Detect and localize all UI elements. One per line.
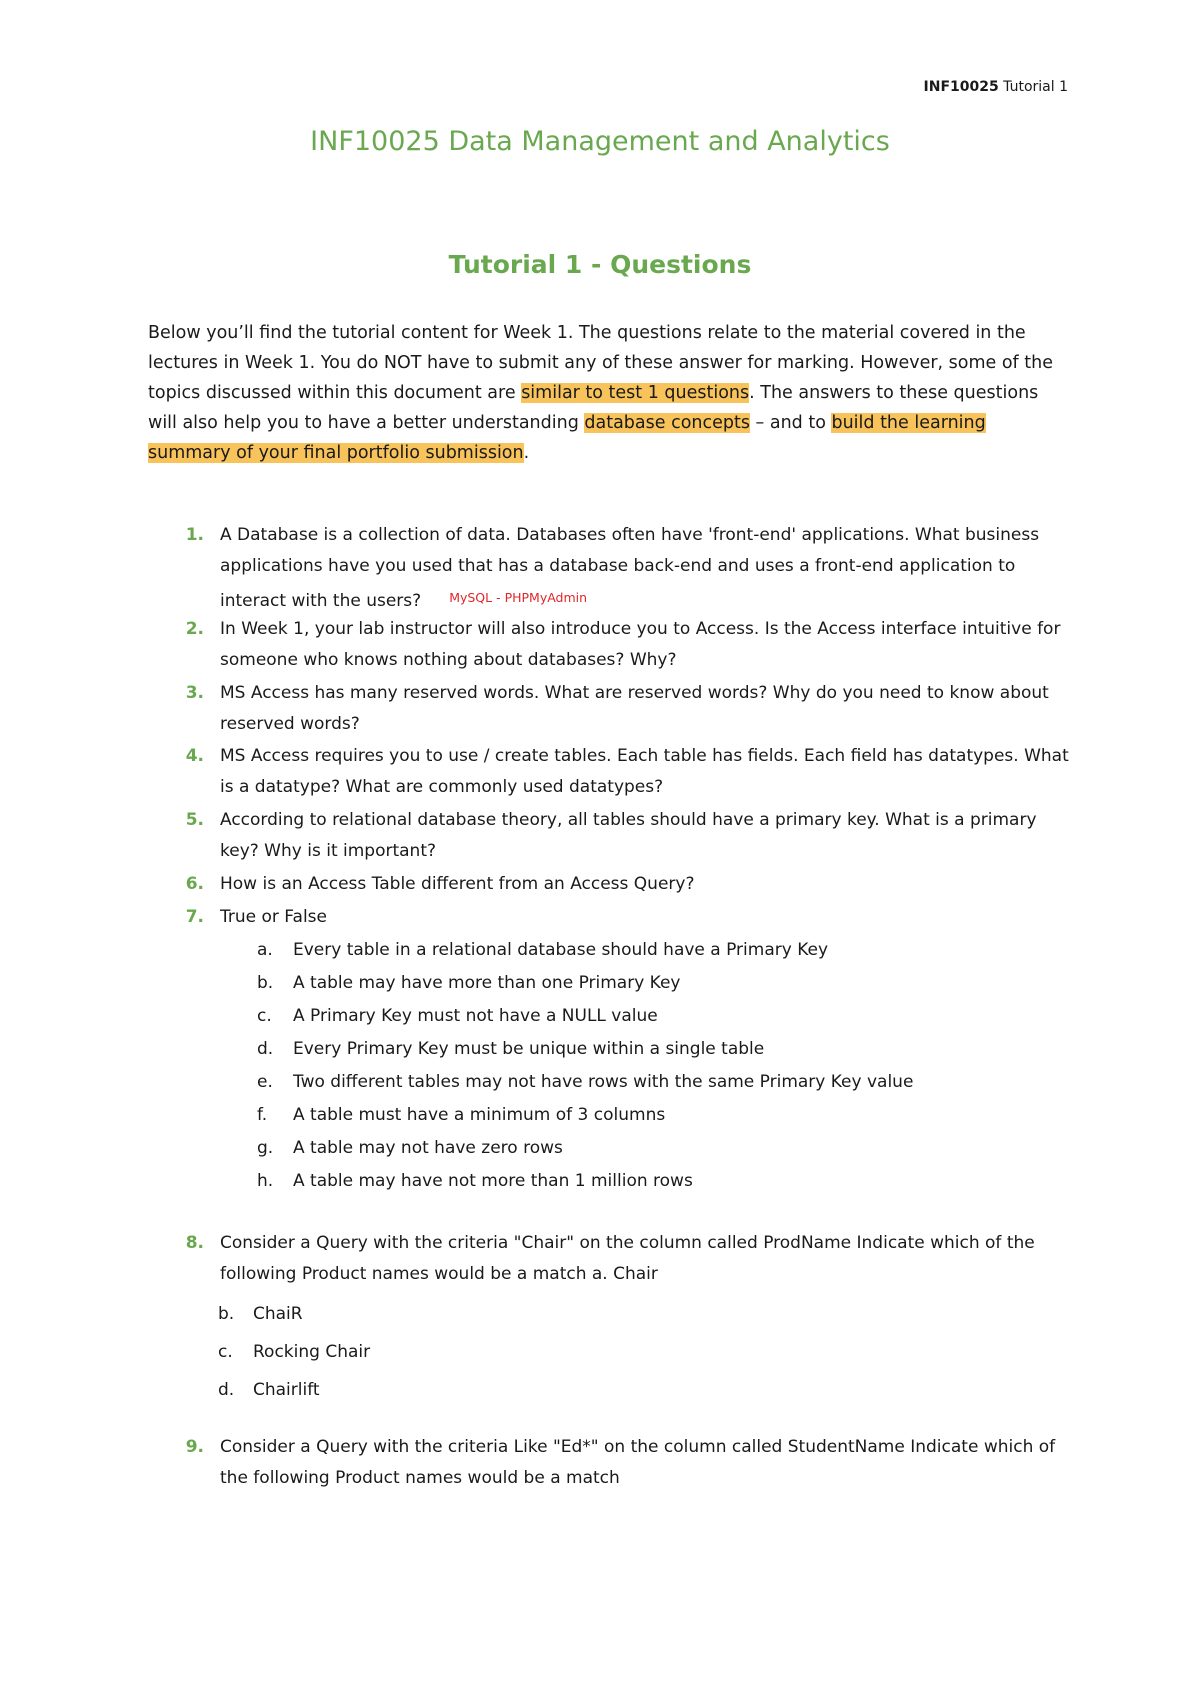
q8-item-b bbox=[218, 1299, 918, 1330]
highlight-learning-summary: build the learning summary of your final portfolio submission bbox=[148, 413, 986, 463]
q8-item-c bbox=[218, 1337, 918, 1368]
question-number: 9. bbox=[185, 1437, 204, 1457]
header-course-code: INF10025 bbox=[923, 79, 999, 95]
intro-paragraph bbox=[148, 318, 1058, 468]
running-header bbox=[924, 79, 1068, 95]
question-1-text: A Database is a collection of data. Databases often have 'front-end' applications. What business applications have you used that has a database back-end and uses a front-end application to interact with the users? bbox=[220, 525, 1040, 611]
question-number: 2. bbox=[185, 619, 204, 639]
item-letter: b. bbox=[257, 973, 274, 993]
q7-item-h bbox=[257, 1166, 1037, 1197]
item-letter: a. bbox=[257, 940, 273, 960]
q8-item-d bbox=[218, 1375, 918, 1406]
question-5 bbox=[148, 805, 1078, 867]
q7-item-b bbox=[257, 968, 1037, 999]
item-letter: d. bbox=[218, 1380, 235, 1400]
question-text: MS Access requires you to use / create tables. Each table has fields. Each field has datatypes. What is a datatype? What are commonly used datatypes? bbox=[220, 746, 1069, 797]
document-subtitle: Tutorial 1 - Questions bbox=[448, 250, 752, 279]
question-9 bbox=[148, 1432, 1078, 1494]
intro-text-3: – and to bbox=[749, 413, 832, 433]
item-letter: c. bbox=[257, 1006, 272, 1026]
header-label: Tutorial 1 bbox=[1003, 79, 1068, 95]
question-number: 7. bbox=[185, 907, 204, 927]
q7-item-e bbox=[257, 1067, 1037, 1098]
question-number: 1. bbox=[185, 525, 204, 545]
question-text: Consider a Query with the criteria "Chair" on the column called ProdName Indicate which of the following Product names would be a match a. Chair bbox=[220, 1233, 1035, 1284]
question-number: 6. bbox=[185, 874, 204, 894]
item-text: ChaiR bbox=[253, 1304, 303, 1324]
handwritten-annotation: MySQL - PHPMyAdmin bbox=[449, 590, 588, 605]
item-letter: h. bbox=[257, 1171, 274, 1191]
q7-item-d bbox=[257, 1034, 1037, 1065]
item-letter: d. bbox=[257, 1039, 274, 1059]
question-6 bbox=[148, 869, 1078, 900]
item-text: Every Primary Key must be unique within a single table bbox=[293, 1039, 765, 1059]
item-text: A Primary Key must not have a NULL value bbox=[293, 1006, 658, 1026]
item-text: Rocking Chair bbox=[253, 1342, 371, 1362]
question-number: 3. bbox=[185, 683, 204, 703]
question-number: 5. bbox=[185, 810, 204, 830]
intro-text-1: Below you’ll find the tutorial content for Week 1. The questions relate to the material covered in the lectures in Week 1. You do NOT have to submit any of these answer for marking. However, some of the topics discussed within this document are bbox=[148, 323, 1054, 403]
item-letter: c. bbox=[218, 1342, 233, 1362]
item-letter: f. bbox=[257, 1105, 268, 1125]
item-letter: g. bbox=[257, 1138, 274, 1158]
highlight-database-concepts: database concepts bbox=[584, 413, 750, 433]
item-text: A table may have more than one Primary Key bbox=[293, 973, 681, 993]
question-text bbox=[220, 520, 1078, 617]
question-number: 4. bbox=[185, 746, 204, 766]
q7-item-a bbox=[257, 935, 1037, 966]
question-4 bbox=[148, 741, 1078, 803]
item-text: A table may have not more than 1 million rows bbox=[293, 1171, 693, 1191]
highlight-test-questions: similar to test 1 questions bbox=[521, 383, 750, 403]
question-number: 8. bbox=[185, 1233, 204, 1253]
item-text: A table must have a minimum of 3 columns bbox=[293, 1105, 666, 1125]
item-letter: e. bbox=[257, 1072, 273, 1092]
intro-text-4: . bbox=[523, 443, 530, 463]
question-7 bbox=[148, 902, 1078, 933]
question-text: Consider a Query with the criteria Like "Ed*" on the column called StudentName Indicate which of the following Product names would be a match bbox=[220, 1437, 1056, 1488]
question-text: MS Access has many reserved words. What are reserved words? Why do you need to know about reserved words? bbox=[220, 683, 1049, 734]
q7-item-c bbox=[257, 1001, 1037, 1032]
document-title: INF10025 Data Management and Analytics bbox=[310, 126, 890, 157]
question-text: According to relational database theory, all tables should have a primary key. What is a primary key? Why is it important? bbox=[220, 810, 1037, 861]
question-8 bbox=[148, 1228, 1078, 1290]
question-3 bbox=[148, 678, 1078, 740]
item-letter: b. bbox=[218, 1304, 235, 1324]
question-text: True or False bbox=[220, 907, 327, 927]
question-1 bbox=[148, 520, 1078, 617]
item-text: Every table in a relational database should have a Primary Key bbox=[293, 940, 829, 960]
item-text: A table may not have zero rows bbox=[293, 1138, 563, 1158]
question-text: How is an Access Table different from an Access Query? bbox=[220, 874, 695, 894]
q7-item-g bbox=[257, 1133, 1037, 1164]
item-text: Two different tables may not have rows with the same Primary Key value bbox=[293, 1072, 914, 1092]
intro-text-2: . The answers to these questions will also help you to have a better understanding bbox=[148, 383, 1039, 433]
item-text: Chairlift bbox=[253, 1380, 320, 1400]
question-text: In Week 1, your lab instructor will also introduce you to Access. Is the Access interface intuitive for someone who knows nothing about databases? Why? bbox=[220, 619, 1061, 670]
q7-item-f bbox=[257, 1100, 1037, 1131]
question-2 bbox=[148, 614, 1078, 676]
